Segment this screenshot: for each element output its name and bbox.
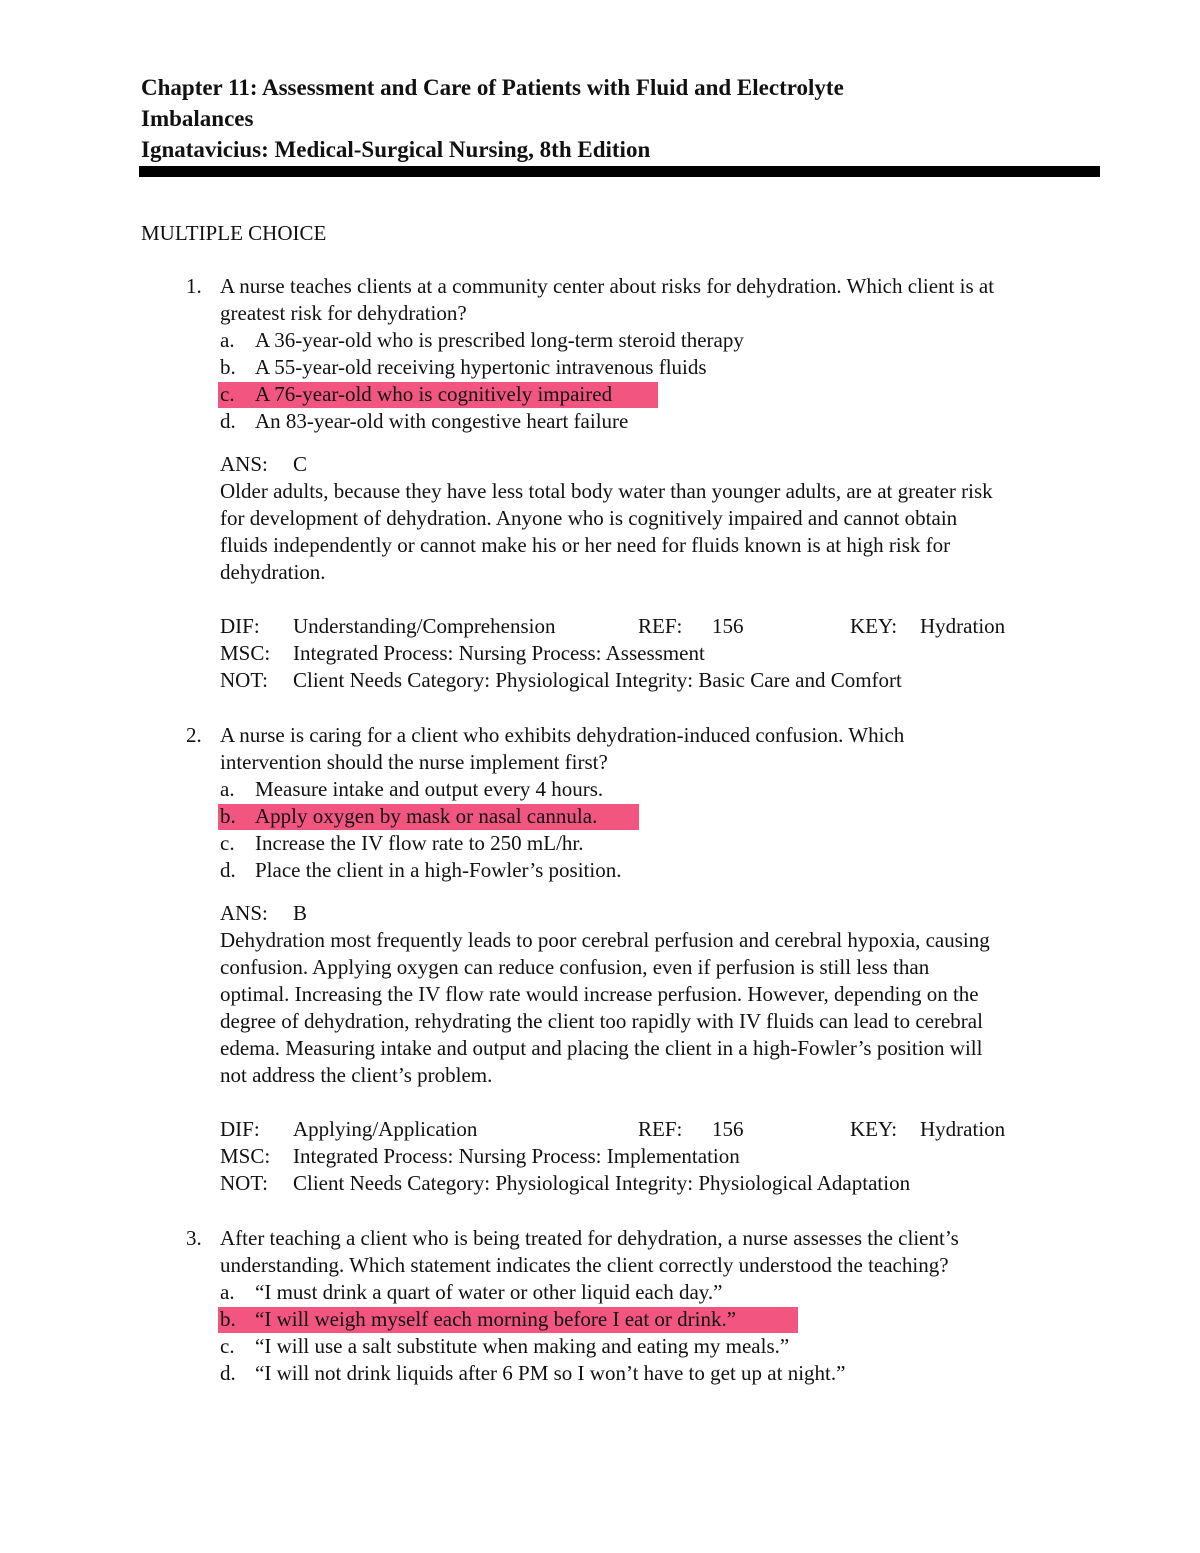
rationale-line: not address the client’s problem. xyxy=(220,1063,493,1087)
option-text: “I will weigh myself each morning before I eat or drink.” xyxy=(255,1307,737,1331)
option-letter: b. xyxy=(220,1307,236,1331)
rationale-line: fluids independently or cannot make his or her need for fluids known is at high risk for xyxy=(220,533,951,557)
ref-value: 156 xyxy=(712,614,744,638)
stem-line: After teaching a client who is being treated for dehydration, a nurse assesses the client’s xyxy=(220,1226,959,1250)
not-value: Client Needs Category: Physiological Integrity: Basic Care and Comfort xyxy=(293,668,902,692)
ref-label: REF: xyxy=(638,1117,683,1141)
option-text: A 76-year-old who is cognitively impaired xyxy=(255,382,613,406)
msc-label: MSC: xyxy=(220,1144,271,1168)
dif-value: Applying/Application xyxy=(293,1117,478,1141)
option-letter: a. xyxy=(220,777,235,801)
question-number: 3. xyxy=(186,1226,202,1250)
question-number: 1. xyxy=(186,274,202,298)
question-stem xyxy=(220,1225,1100,1279)
msc-value: Integrated Process: Nursing Process: Implementation xyxy=(293,1144,740,1168)
rationale xyxy=(220,927,1100,1089)
answer-value: C xyxy=(293,452,308,476)
ref-value: 156 xyxy=(712,1117,744,1141)
stem-line: understanding. Which statement indicates the client correctly understood the teaching? xyxy=(220,1253,949,1277)
option-text: Increase the IV flow rate to 250 mL/hr. xyxy=(255,831,584,855)
option-letter: d. xyxy=(220,409,236,433)
not-value: Client Needs Category: Physiological Integrity: Physiological Adaptation xyxy=(293,1171,911,1195)
document-header xyxy=(141,72,1101,165)
rationale-line: degree of dehydration, rehydrating the client too rapidly with IV fluids can lead to cerebral xyxy=(220,1009,983,1033)
meta-dif-row xyxy=(220,613,1100,640)
meta-msc-row xyxy=(220,640,1100,667)
rationale-line: optimal. Increasing the IV flow rate would increase perfusion. However, depending on the xyxy=(220,982,979,1006)
option-text: “I must drink a quart of water or other liquid each day.” xyxy=(255,1280,723,1304)
chapter-title-line-1: Chapter 11: Assessment and Care of Patients with Fluid and Electrolyte xyxy=(141,75,844,100)
answer-value: B xyxy=(293,901,308,925)
chapter-title-line-2: Imbalances xyxy=(141,106,254,131)
rationale-line: dehydration. xyxy=(220,560,326,584)
not-label: NOT: xyxy=(220,1171,268,1195)
rationale-line: confusion. Applying oxygen can reduce confusion, even if perfusion is still less than xyxy=(220,955,930,979)
rationale-line: Dehydration most frequently leads to poor cerebral perfusion and cerebral hypoxia, causing xyxy=(220,928,990,952)
not-label: NOT: xyxy=(220,668,268,692)
rationale-line: for development of dehydration. Anyone who is cognitively impaired and cannot obtain xyxy=(220,506,958,530)
stem-line: greatest risk for dehydration? xyxy=(220,301,467,325)
option-text: Apply oxygen by mask or nasal cannula. xyxy=(255,804,598,828)
rationale-line: edema. Measuring intake and output and placing the client in a high-Fowler’s position will xyxy=(220,1036,983,1060)
dif-label: DIF: xyxy=(220,1117,260,1141)
stem-line: A nurse teaches clients at a community center about risks for dehydration. Which client is at xyxy=(220,274,995,298)
question-stem xyxy=(220,722,1100,776)
option-letter: d. xyxy=(220,858,236,882)
stem-line: intervention should the nurse implement first? xyxy=(220,750,608,774)
option-letter: b. xyxy=(220,355,236,379)
question-number: 2. xyxy=(186,723,202,747)
option-text: An 83-year-old with congestive heart failure xyxy=(255,409,629,433)
meta-dif-row xyxy=(220,1116,1100,1143)
option-letter: c. xyxy=(220,1334,235,1358)
option-letter: c. xyxy=(220,382,235,406)
option-text: Place the client in a high-Fowler’s position. xyxy=(255,858,622,882)
meta-not-row xyxy=(220,1170,1100,1197)
option-text: “I will not drink liquids after 6 PM so I won’t have to get up at night.” xyxy=(255,1361,846,1385)
question-stem xyxy=(220,273,1100,327)
option-letter: d. xyxy=(220,1361,236,1385)
section-heading: MULTIPLE CHOICE xyxy=(141,221,327,245)
option-text: Measure intake and output every 4 hours. xyxy=(255,777,604,801)
answer-label: ANS: xyxy=(220,901,268,925)
header-divider xyxy=(139,166,1100,177)
option-letter: c. xyxy=(220,831,235,855)
option-text: A 55-year-old receiving hypertonic intravenous fluids xyxy=(255,355,707,379)
option-text: “I will use a salt substitute when making and eating my meals.” xyxy=(255,1334,790,1358)
rationale xyxy=(220,478,1100,586)
key-value: Hydration xyxy=(920,614,1006,638)
stem-line: A nurse is caring for a client who exhibits dehydration-induced confusion. Which xyxy=(220,723,905,747)
option-letter: a. xyxy=(220,1280,235,1304)
option-text: A 36-year-old who is prescribed long-term steroid therapy xyxy=(255,328,744,352)
dif-value: Understanding/Comprehension xyxy=(293,614,556,638)
key-label: KEY: xyxy=(850,1117,898,1141)
option-letter: a. xyxy=(220,328,235,352)
msc-value: Integrated Process: Nursing Process: Assessment xyxy=(293,641,705,665)
ref-label: REF: xyxy=(638,614,683,638)
meta-msc-row xyxy=(220,1143,1100,1170)
meta-not-row xyxy=(220,667,1100,694)
dif-label: DIF: xyxy=(220,614,260,638)
key-value: Hydration xyxy=(920,1117,1006,1141)
book-subtitle: Ignatavicius: Medical-Surgical Nursing, 8th Edition xyxy=(141,137,651,162)
msc-label: MSC: xyxy=(220,641,271,665)
key-label: KEY: xyxy=(850,614,898,638)
rationale-line: Older adults, because they have less total body water than younger adults, are at greater risk xyxy=(220,479,993,503)
answer-label: ANS: xyxy=(220,452,268,476)
option-letter: b. xyxy=(220,804,236,828)
